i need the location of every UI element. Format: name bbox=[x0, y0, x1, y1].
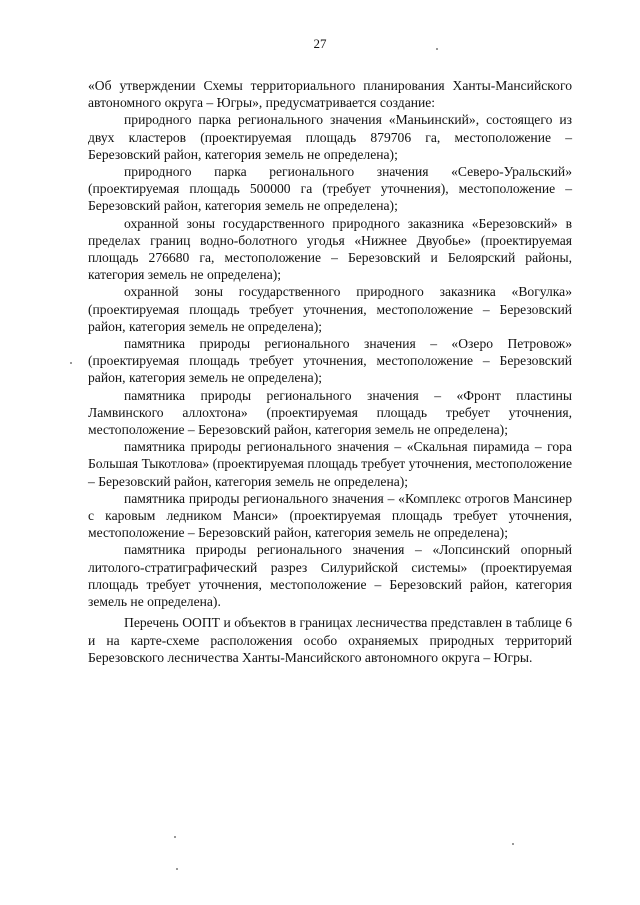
scan-speck bbox=[174, 836, 176, 838]
paragraph-item: памятника природы регионального значения – «Фронт пластины Ламвинского аллохтона» (проектируемая площадь требует уточнения, местоположение – Березовский район, категория земель не определена); bbox=[88, 387, 572, 438]
paragraph-item: памятника природы регионального значения – «Комплекс отрогов Мансинер с каровым ледником Манси» (проектируемая площадь требует уточнения, местоположение – Березовский район, категория земель не определена); bbox=[88, 490, 572, 541]
paragraph-item: памятника природы регионального значения – «Лопсинский опорный литолого-стратиграфический разрез Силурийской системы» (проектируемая площадь требует уточнения, местоположение – Березовский район, категория земель не определена). bbox=[88, 542, 572, 610]
scan-speck bbox=[176, 868, 178, 870]
paragraph-item: охранной зоны государственного природного заказника «Березовский» в пределах границ водно-болотного угодья «Нижнее Двуобье» (проектируемая площадь 276680 га, местоположение – Березовский и Белоярский районы, категория земель не определена); bbox=[88, 215, 572, 283]
scan-speck bbox=[70, 362, 72, 364]
scan-speck bbox=[512, 843, 514, 845]
document-body bbox=[88, 77, 572, 666]
paragraph-summary: Перечень ООПТ и объектов в границах лесничества представлен в таблице 6 и на карте-схеме расположения особо охраняемых природных территорий Березовского лесничества Ханты-Мансийского автономного округа – Югры. bbox=[88, 615, 572, 665]
paragraph-item: памятника природы регионального значения – «Озеро Петровож» (проектируемая площадь требует уточнения, местоположение – Березовский район, категория земель не определена); bbox=[88, 336, 572, 386]
paragraph-item: охранной зоны государственного природного заказника «Вогулка» (проектируемая площадь требует уточнения, местоположение – Березовский район, категория земель не определена); bbox=[88, 284, 572, 334]
paragraph-intro: «Об утверждении Схемы территориального планирования Ханты-Мансийского автономного округа – Югры», предусматривается создание: bbox=[88, 78, 572, 111]
scan-speck bbox=[436, 48, 438, 50]
paragraph-item: природного парка регионального значения «Маньинский», состоящего из двух кластеров (проектируемая площадь 879706 га, местоположение – Березовский район, категория земель не определена); bbox=[88, 112, 572, 162]
paragraph-item: природного парка регионального значения «Северо-Уральский» (проектируемая площадь 500000 га (требует уточнения), местоположение – Березовский район, категория земель не определена); bbox=[88, 164, 572, 214]
paragraph-item: памятника природы регионального значения – «Скальная пирамида – гора Большая Тыкотлова» (проектируемая площадь требует уточнения, местоположение – Березовский район, категория земель не определена); bbox=[88, 439, 572, 489]
page-number: 27 bbox=[313, 36, 327, 51]
